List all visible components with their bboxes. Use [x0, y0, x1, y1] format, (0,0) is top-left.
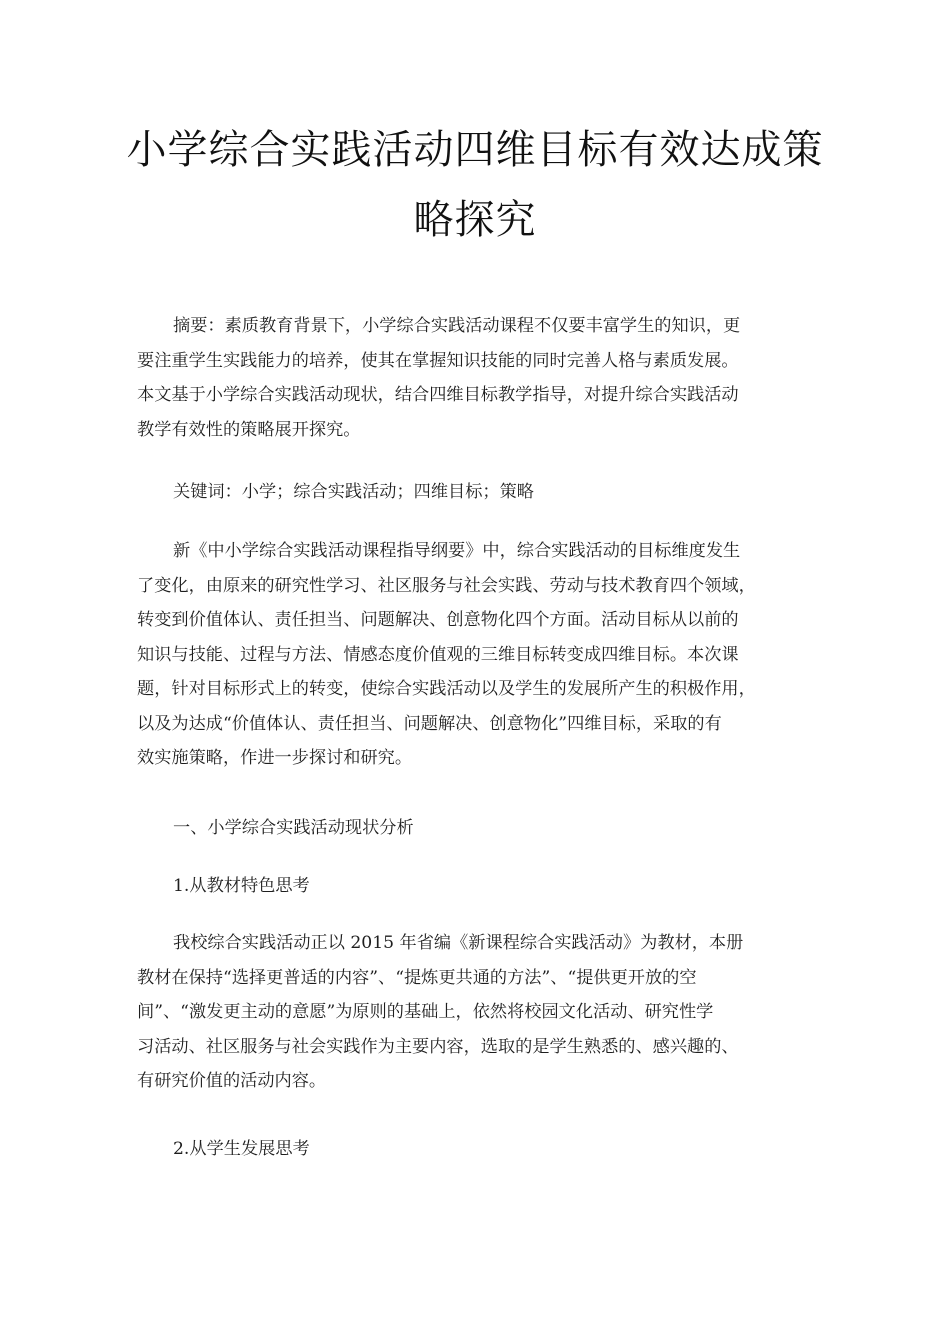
abstract-line: 摘要：素质教育背景下，小学综合实践活动课程不仅要丰富学生的知识，更: [173, 316, 741, 336]
section-heading: [137, 811, 822, 846]
intro-line: 效实施策略，作进一步探讨和研究。: [137, 748, 413, 768]
body-line: 我校综合实践活动正以 2015 年省编《新课程综合实践活动》为教材，本册: [173, 933, 744, 953]
intro-line: 新《中小学综合实践活动课程指导纲要》中，综合实践活动的目标维度发生: [173, 541, 741, 561]
subsection-heading: [137, 869, 822, 904]
intro-line: 题，针对目标形式上的转变，使综合实践活动以及学生的发展所产生的积极作用，: [137, 679, 756, 699]
intro-line: 以及为达成“价值体认、责任担当、问题解决、创意物化”四维目标，采取的有: [137, 713, 722, 734]
section-1-heading: 一、小学综合实践活动现状分析: [173, 818, 414, 838]
body-line: 有研究价值的活动内容。: [137, 1071, 327, 1091]
intro-paragraph: [137, 534, 822, 776]
intro-line: 知识与技能、过程与方法、情感态度价值观的三维目标转变成四维目标。本次课: [137, 644, 739, 665]
subsection-1-paragraph: [137, 926, 822, 1099]
abstract-line: 要注重学生实践能力的培养，使其在掌握知识技能的同时完善人格与素质发展。: [137, 350, 739, 371]
abstract-line: 教学有效性的策略展开探究。: [137, 419, 361, 440]
abstract-paragraph: [137, 309, 822, 447]
keywords-line: 关键词：小学；综合实践活动；四维目标；策略: [173, 482, 534, 502]
body-line: 习活动、社区服务与社会实践作为主要内容，选取的是学生熟悉的、感兴趣的、: [137, 1036, 739, 1057]
subsection-heading: [137, 1132, 822, 1167]
subsection-1-heading: 1.从教材特色思考: [173, 876, 310, 896]
keywords-paragraph: [137, 475, 822, 510]
document-title-line-2: 略探究: [413, 197, 537, 243]
intro-line: 转变到价值体认、责任担当、问题解决、创意物化四个方面。活动目标从以前的: [137, 610, 739, 630]
document-title-line-1: 小学综合实践活动四维目标有效达成策: [126, 127, 824, 173]
subsection-2-heading: 2.从学生发展思考: [173, 1139, 310, 1159]
body-line: 教材在保持“选择更普适的内容”、“提炼更共通的方法”、“提供更开放的空: [137, 967, 697, 988]
body-line: 间”、“激发更主动的意愿”为原则的基础上，依然将校园文化活动、研究性学: [137, 1002, 714, 1022]
abstract-line: 本文基于小学综合实践活动现状，结合四维目标教学指导，对提升综合实践活动: [137, 385, 739, 405]
intro-line: 了变化，由原来的研究性学习、社区服务与社会实践、劳动与技术教育四个领域，: [137, 575, 756, 596]
